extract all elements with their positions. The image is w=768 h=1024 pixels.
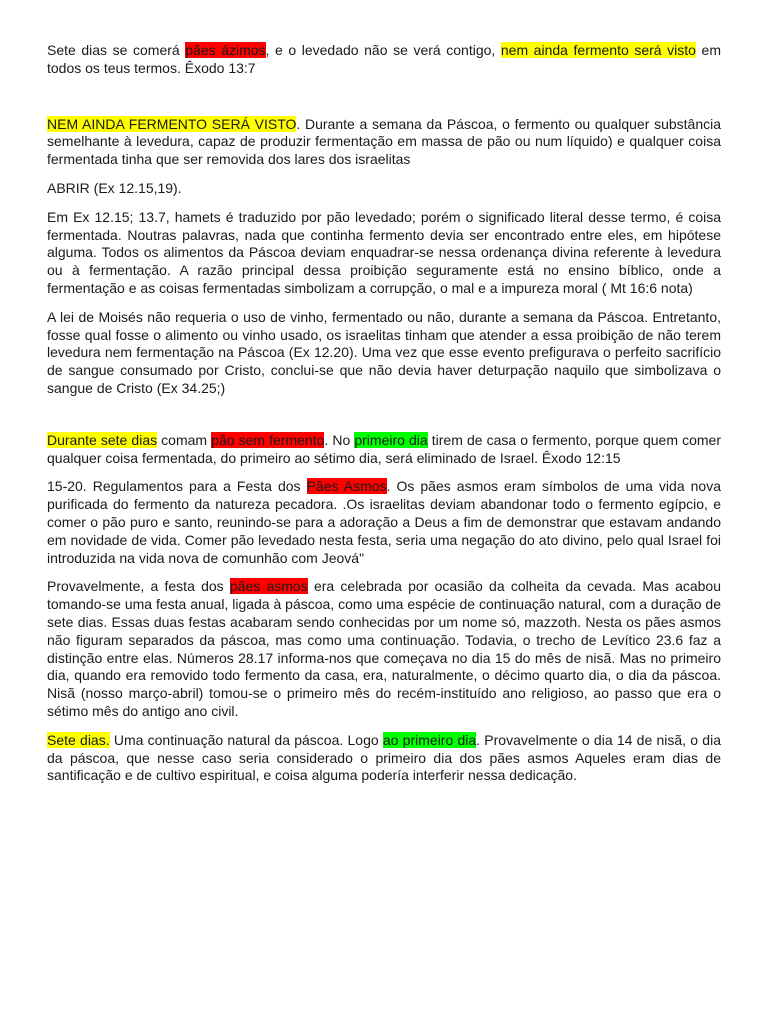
text: Uma continuação natural da páscoa. Logo: [109, 731, 383, 748]
text: . Provavelmente o dia 14 de nisã, o dia da páscoa, que nesse caso seria considerado o primeiro dia dos pães asmos Aqueles eram dias de santificação e de cultivo espiritual, e coisa alguma podería interferir nessa dedicação.: [47, 731, 721, 784]
paragraph-regulamentos: [47, 478, 721, 567]
paragraph-provavelmente: [47, 578, 721, 720]
text: era celebrada por ocasião da colheita da cevada. Mas acabou tomando-se uma festa anual, ligada à páscoa, como uma espécie de continuação natural, com a duração de sete dias. Essas duas festas acabaram sendo conhecidas por um nome só, mazzoth. Nesta os pães asmos não figuram separados da páscoa, mas como uma continuação. Todavia, o trecho de Levítico 23.6 faz a distinção entre elas. Números 28.17 informa-nos que começava no dia 15 do mês de nisã. Mas no primeiro dia, quando era removido todo fermento da casa, era, naturalmente, o décimo quarto dia, o dia da páscoa. Nisã (nosso março-abril) tomou-se o primeiro mês do recém-instituído ano religioso, ao passo que era o sétimo mês do antigo ano civil.: [47, 578, 722, 719]
text: em todos os teus termos. Êxodo 13:7: [47, 42, 721, 76]
highlight-red: Pães Asmos: [306, 478, 387, 495]
text: . Os pães asmos eram símbolos de uma vida nova purificada do fermento da natureza pecadora. .Os israelitas deviam abandonar todo o fermento egípcio, e comer o pão puro e santo, reunindo-se para a adoração a Deus a fim de demonstrar que estavam andando em novidade de vida. Comer pão levedado nesta festa, seria uma negação do ato divino, pelo qual Israel foi introduzida na vida nova de comunhão com Jeová": [47, 478, 721, 566]
text: . Durante a semana da Páscoa, o fermento ou qualquer substância semelhante à levedura, capaz de produzir fermentação em massa de pão ou num líquido) e qualquer coisa fermentada tinha que ser removida dos lares dos israelitas: [47, 115, 721, 168]
text: tirem de casa o fermento, porque quem comer qualquer coisa fermentada, do primeiro ao sétimo dia, será eliminado de Israel. Êxodo 12:15: [47, 431, 721, 466]
highlight-red: pães asmos: [229, 578, 308, 595]
paragraph-sete-dias: [47, 732, 721, 785]
text: Provavelmente, a festa dos: [47, 578, 230, 595]
highlight-red: pães ázimos: [185, 42, 266, 58]
text: . No: [324, 431, 355, 448]
paragraph-exodus-12-15: [47, 432, 721, 468]
highlight-yellow: NEM AINDA FERMENTO SERÁ VISTO: [47, 115, 297, 132]
paragraph-lei-de-moises: A lei de Moisés não requeria o uso de vinho, fermentado ou não, durante a semana da Páscoa. Entretanto, fosse qual fosse o alimento ou vinho usado, os israelitas tinham que atender a essa proibição de não terem levedura nem fermentação na Páscoa (Ex 12.20). Uma vez que esse evento prefigurava o perfeito sacrifício de sangue consumado por Cristo, conclui-se que não devia haver deturpação naquilo que simbolizava o sangue de Cristo (Ex 34.25;): [47, 308, 721, 396]
highlight-green: primeiro dia: [354, 431, 428, 448]
highlight-yellow: Sete dias.: [47, 731, 110, 748]
paragraph-nem-ainda-fermento: [47, 116, 721, 169]
paragraph-exodus-13-7: [47, 42, 721, 78]
highlight-yellow: Durante sete dias: [47, 431, 158, 448]
highlight-red: pão sem fermento: [211, 431, 325, 448]
text: , e o levedado não se verá contigo,: [265, 42, 501, 58]
text: comam: [157, 431, 212, 448]
paragraph-abrir: ABRIR (Ex 12.15,19).: [47, 179, 182, 196]
text: Sete dias se comerá: [47, 42, 186, 58]
highlight-green: ao primeiro dia: [382, 731, 477, 748]
highlight-yellow: nem ainda fermento será visto: [500, 42, 696, 58]
paragraph-hamets: Em Ex 12.15; 13.7, hamets é traduzido por pão levedado; porém o significado literal desse termo, é coisa fermentada. Noutras palavras, nada que continha fermento devia ser encontrado entre eles, em hipótese alguma. Todos os alimentos da Páscoa deviam enquadrar-se nessa ordenança divina referente à levedura ou à fermentação. A razão principal dessa proibição seguramente está no ensino bíblico, onde a fermentação e as coisas fermentadas simbolizam a corrupção, o mal e a impureza moral ( Mt 16:6 nota): [47, 208, 721, 296]
text: 15-20. Regulamentos para a Festa dos: [47, 478, 307, 495]
